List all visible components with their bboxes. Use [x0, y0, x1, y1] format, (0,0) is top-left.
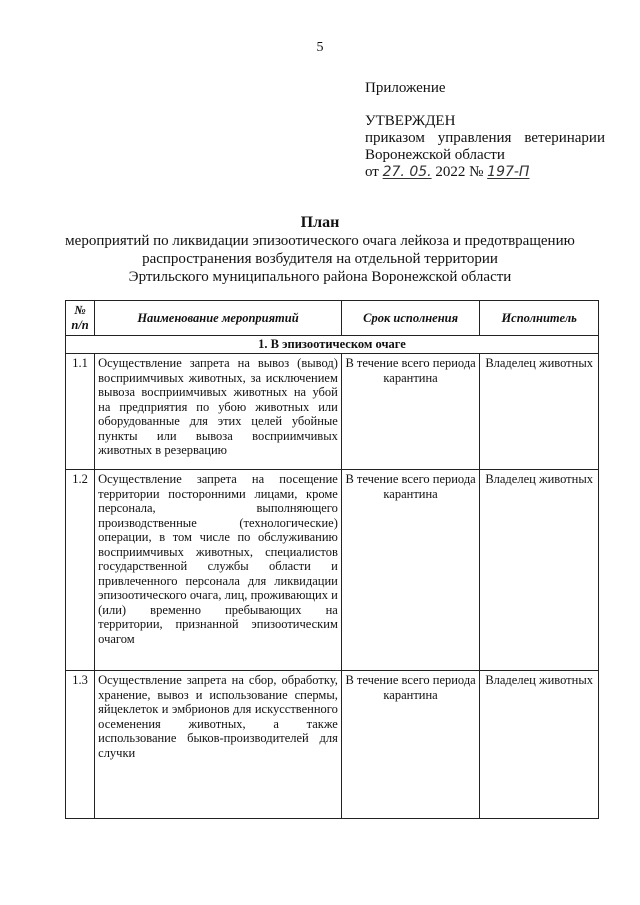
measure-name: Осуществление запрета на вывоз (вывод) восприимчивых животных, за исключением вывоза восприимчивых животных на убой на предприятия по убою животных или оборудованные для этих целей убойные пункты или вывоза восприимчивых животных в резервацию [95, 354, 342, 470]
subtitle-line: Эртильского муниципального района Воронежской области [128, 269, 512, 285]
row-number: 1.1 [66, 354, 95, 470]
table-row [66, 354, 599, 470]
measures-table [65, 300, 599, 819]
measure-term: В течение всего периода карантина [341, 671, 479, 819]
date-prefix: от [365, 164, 379, 180]
measure-name: Осуществление запрета на сбор, обработку, хранение, вывоз и использование спермы, яйцеклеток и эмбрионов для искусственного осеменения животных, а также использование быков-производителей для случки [95, 671, 342, 819]
row-number: 1.3 [66, 671, 95, 819]
subtitle-line: мероприятий по ликвидации эпизоотического очага лейкоза и предотвращению [65, 233, 575, 249]
order-text: приказом управления ветеринарии [365, 130, 605, 146]
appendix-label: Приложение [365, 80, 446, 96]
measure-executor: Владелец животных [480, 354, 599, 470]
table-row [66, 470, 599, 671]
order-year: 2022 № [435, 164, 484, 180]
subtitle-line: распространения возбудителя на отдельной территории [142, 251, 498, 267]
section-title: 1. В эпизоотическом очаге [66, 336, 599, 354]
measure-executor: Владелец животных [480, 671, 599, 819]
header-term: Срок исполнения [341, 301, 479, 336]
plan-title: План [300, 214, 340, 231]
header-name: Наименование мероприятий [95, 301, 342, 336]
header-executor: Исполнитель [480, 301, 599, 336]
measure-executor: Владелец животных [480, 470, 599, 671]
measure-term: В течение всего периода карантина [341, 470, 479, 671]
measure-term: В течение всего периода карантина [341, 354, 479, 470]
page-number: 5 [316, 40, 324, 55]
section-row [66, 336, 599, 354]
order-region: Воронежской области [365, 147, 505, 163]
table-header-row [66, 301, 599, 336]
header-num: № п/п [66, 301, 95, 336]
handwritten-date: 27. 05. [382, 164, 432, 180]
handwritten-order-number: 197-П [487, 164, 530, 180]
measure-name: Осуществление запрета на посещение территории посторонними лицами, кроме персонала, выполняющего производственные (технологические) операции, в том числе по обслуживанию восприимчивых животных, специалистов государственной службы области и привлеченного персонала для ликвидации эпизоотического очага, лиц, проживающих и (или) временно пребывающих на территории, признанной эпизоотическим очагом [95, 470, 342, 671]
order-date-line [365, 164, 529, 181]
plan-subtitle [40, 232, 600, 286]
approved-label: УТВЕРЖДЕН [365, 113, 456, 129]
row-number: 1.2 [66, 470, 95, 671]
table-row [66, 671, 599, 819]
